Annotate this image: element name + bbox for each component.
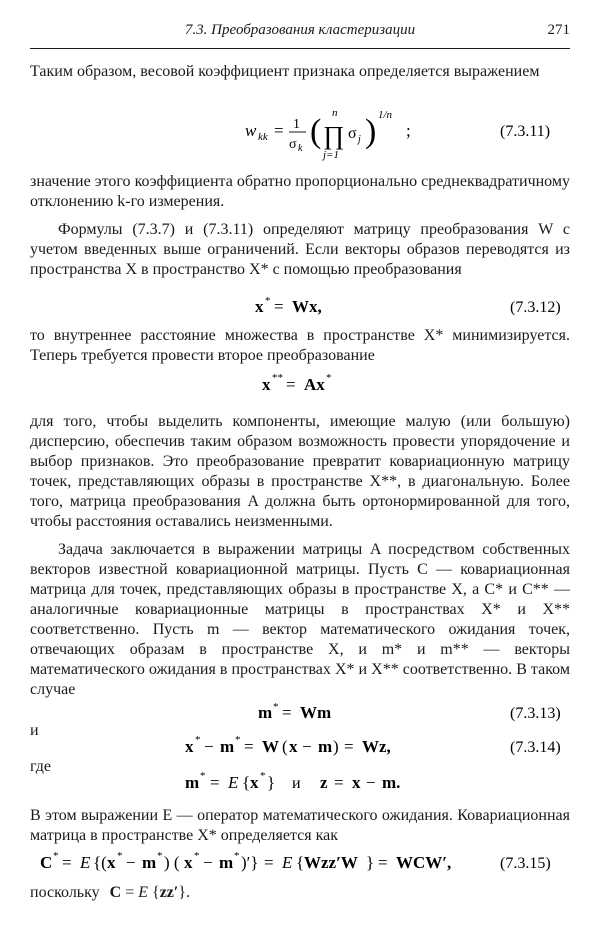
since-line [30, 884, 190, 902]
svg-text:w: w [245, 121, 257, 140]
svg-text:Wx,: Wx, [292, 297, 322, 316]
svg-text:−: − [203, 853, 213, 872]
equation-number-7-3-15: (7.3.15) [500, 855, 551, 872]
svg-text:и: и [292, 775, 301, 792]
svg-text:=: = [378, 853, 388, 872]
svg-text:**: ** [272, 372, 283, 384]
equation-number-7-3-14: (7.3.14) [510, 739, 561, 756]
svg-text:Ax: Ax [304, 375, 325, 394]
svg-text:*: * [200, 770, 206, 782]
equation-7-3-14 [30, 732, 570, 766]
svg-text:σ: σ [289, 137, 297, 152]
equation-where-formula [30, 768, 570, 798]
equation-since: C = E {zz′}. [109, 884, 191, 901]
svg-text:∏: ∏ [323, 121, 345, 150]
svg-text:=: = [210, 773, 220, 792]
svg-text:x: x [289, 737, 298, 756]
svg-text:=: = [62, 853, 72, 872]
svg-text:*: * [326, 372, 332, 384]
svg-text:m: m [220, 737, 235, 756]
svg-text:m: m [318, 737, 333, 756]
paragraph-task: Задача заключается в выражении матрицы A посредством собственных векторов известной ковариационной матрицы. Пусть C — ковариационная матрица для точек, представляющих образы в пространстве X, а C* и C** — аналогичные ковариационные матрицы в пространствах X* и X** соответственно. Пусть m — вектор математического ожидания точек, отвечающих образам в пространстве X, и m* и m** — векторы математического ожидания в пространствах X* и X** соответственно. В таком случае [30, 541, 570, 698]
svg-text:{: { [242, 773, 251, 792]
svg-text:−: − [126, 853, 136, 872]
svg-text:x: x [250, 773, 259, 792]
equation-second-transform [30, 370, 570, 404]
svg-text:E: E [282, 853, 293, 872]
svg-text:): ) [333, 737, 339, 756]
svg-text:−: − [204, 737, 214, 756]
svg-text:k: k [298, 143, 303, 154]
svg-text:C: C [40, 853, 53, 872]
svg-text:m.: m. [382, 773, 401, 792]
svg-text:1: 1 [293, 117, 300, 132]
svg-text:*: * [234, 850, 240, 862]
svg-text:n: n [332, 107, 338, 119]
svg-text:z: z [320, 773, 328, 792]
svg-text:x: x [107, 853, 116, 872]
svg-text:WCW′,: WCW′, [396, 853, 452, 872]
svg-text:) (: ) ( [164, 853, 180, 872]
running-header-title: 7.3. Преобразования кластеризации [184, 22, 416, 38]
svg-text:x: x [185, 737, 194, 756]
svg-text:Wzz′W: Wzz′W [304, 853, 358, 872]
equation-7-3-12-formula [30, 294, 570, 324]
svg-text:*: * [157, 850, 163, 862]
svg-text:x: x [262, 375, 271, 394]
svg-text:Wz,: Wz, [362, 737, 391, 756]
svg-text:j=1: j=1 [323, 149, 339, 161]
svg-text:*: * [235, 734, 241, 746]
svg-text:W: W [262, 737, 279, 756]
svg-text:=: = [282, 703, 292, 722]
equation-7-3-14-formula [30, 732, 570, 762]
connector-since: поскольку [30, 884, 100, 901]
svg-text:=: = [286, 375, 296, 394]
svg-text:kk: kk [258, 131, 268, 143]
equation-7-3-12 [30, 294, 570, 328]
svg-text:): ) [365, 113, 377, 150]
svg-text:(: ( [282, 737, 288, 756]
svg-text:*: * [195, 734, 201, 746]
equation-7-3-11 [30, 104, 570, 164]
svg-text:m: m [142, 853, 157, 872]
svg-text:E: E [80, 853, 91, 872]
svg-text:*: * [194, 850, 200, 862]
svg-text:{(: {( [93, 853, 107, 872]
svg-text:j: j [358, 134, 361, 145]
paragraph-expectation: В этом выражении E — оператор математического ожидания. Ковариационная матрица в пространстве X* определяется как [30, 807, 570, 844]
equation-7-3-13-formula [30, 700, 570, 730]
equation-number-7-3-13: (7.3.13) [510, 705, 561, 722]
connector-and: и [30, 722, 39, 739]
svg-text:}: } [366, 853, 375, 872]
svg-text:m: m [219, 853, 234, 872]
page-number: 271 [547, 22, 570, 38]
svg-text:=: = [274, 121, 284, 140]
equation-second-transform-formula [30, 370, 570, 400]
svg-text:1/n: 1/n [378, 109, 393, 121]
svg-text:;: ; [406, 121, 411, 140]
svg-text:*: * [260, 770, 266, 782]
svg-text:x: x [184, 853, 193, 872]
connector-where: где [30, 758, 52, 775]
svg-text:=: = [344, 737, 354, 756]
svg-text:=: = [264, 853, 274, 872]
svg-text:}: } [267, 773, 276, 792]
svg-text:−: − [302, 737, 312, 756]
header-rule [30, 48, 570, 49]
svg-text:=: = [244, 737, 254, 756]
svg-text:{: { [296, 853, 305, 872]
svg-text:*: * [265, 295, 271, 307]
svg-text:x: x [255, 297, 264, 316]
equation-number-7-3-12: (7.3.12) [510, 299, 561, 316]
svg-text:*: * [53, 850, 59, 862]
paragraph-components: для того, чтобы выделить компоненты, имеющие малую (или большую) дисперсию, обеспечив таким образом возможность провести упорядочение и выбор признаков. Это преобразование превратит ковариационную матрицу точек, представляющих образы в пространстве X**, в диагональную. Более того, матрица преобразования A должна быть ортонормированной для того, чтобы расстояния оставались неизменными. [30, 413, 570, 530]
svg-text:m: m [185, 773, 200, 792]
paragraph-weight-meaning: значение этого коэффициента обратно пропорционально среднеквадратичному отклонению k-го измерения. [30, 173, 570, 210]
svg-text:σ: σ [348, 125, 357, 142]
paragraph-weight-intro: Таким образом, весовой коэффициент признака определяется выражением [30, 63, 540, 80]
equation-7-3-11-formula [30, 104, 570, 164]
svg-text:)′}: )′} [241, 853, 259, 872]
svg-text:x: x [352, 773, 361, 792]
svg-text:=: = [334, 773, 344, 792]
svg-text:=: = [274, 297, 284, 316]
equation-7-3-15 [30, 848, 570, 882]
svg-text:*: * [117, 850, 123, 862]
svg-text:E: E [228, 773, 239, 792]
svg-text:*: * [273, 701, 279, 713]
svg-text:Wm: Wm [300, 703, 332, 722]
equation-number-7-3-11: (7.3.11) [500, 123, 551, 140]
paragraph-minimized: то внутреннее расстояние множества в пространстве X* минимизируется. Теперь требуется провести второе преобразование [30, 327, 570, 364]
svg-text:(: ( [310, 113, 322, 150]
equation-7-3-15-formula [30, 848, 570, 878]
svg-text:m: m [258, 703, 273, 722]
equation-7-3-13 [30, 700, 570, 734]
svg-text:−: − [366, 773, 376, 792]
equation-where [30, 768, 570, 802]
paragraph-formulas: Формулы (7.3.7) и (7.3.11) определяют матрицу преобразования W с учетом введенных выше ограничений. Если векторы образов переводятся из пространства X в пространство X* с помощью преобразования [30, 221, 570, 278]
